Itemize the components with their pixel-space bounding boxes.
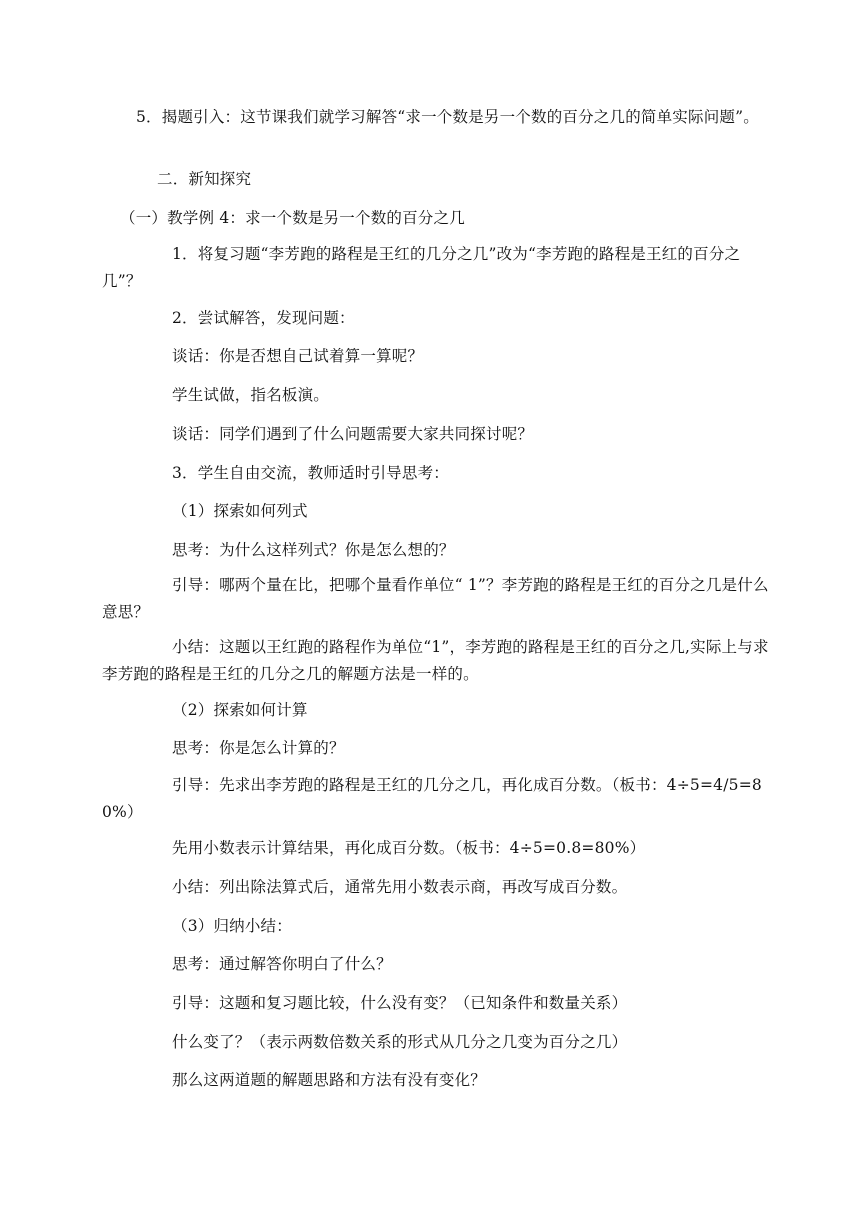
paragraph-think-3: 思考：通过解答你明白了什么？ xyxy=(172,955,392,973)
paragraph-think-1: 思考：为什么这样列式？你是怎么想的？ xyxy=(172,541,455,559)
paragraph-students-try: 学生试做，指名板演。 xyxy=(172,386,330,404)
paragraph-summary-2: 小结：列出除法算式后，通常先用小数表示商，再改写成百分数。 xyxy=(172,878,628,896)
subsection-heading-example-4: （一）教学例 4：求一个数是另一个数的百分之几 xyxy=(120,209,465,227)
paragraph-step-1: 1．将复习题“李芳跑的路程是王红的几分之几”改为“李芳跑的路程是王红的百分之几”？ xyxy=(102,245,741,290)
paragraph-method-question: 那么这两道题的解题思路和方法有没有变化？ xyxy=(172,1071,487,1089)
paragraph-talk-1: 谈话：你是否想自己试着算一算呢？ xyxy=(172,347,424,365)
paragraph-guide-2: 引导：先求出李芳跑的路程是王红的几分之几，再化成百分数。（板书：4÷5=4/5=80%） xyxy=(102,776,762,821)
section-heading-new-knowledge: 二．新知探究 xyxy=(157,170,252,188)
subheading-calculate: （2）探索如何计算 xyxy=(172,701,308,719)
subheading-conclude: （3）归纳小结： xyxy=(172,917,292,935)
paragraph-what-changed: 什么变了？（表示两数倍数关系的形式从几分之几变为百分之几） xyxy=(172,1033,628,1051)
paragraph-step-3: 3．学生自由交流，教师适时引导思考： xyxy=(172,464,449,482)
paragraph-decimal-first: 先用小数表示计算结果，再化成百分数。（板书：4÷5=0.8=80%） xyxy=(172,839,646,857)
paragraph-step-2: 2．尝试解答，发现问题： xyxy=(172,309,355,327)
paragraph-intro: 5．揭题引入：这节课我们就学习解答“求一个数是另一个数的百分之几的简单实际问题”。 xyxy=(136,108,759,126)
paragraph-think-2: 思考：你是怎么计算的？ xyxy=(172,739,345,757)
paragraph-guide-3: 引导：这题和复习题比较，什么没有变？（已知条件和数量关系） xyxy=(172,994,628,1012)
paragraph-guide-1: 引导：哪两个量在比，把哪个量看作单位“ 1”？李芳跑的路程是王红的百分之几是什么意思？ xyxy=(102,576,769,621)
paragraph-summary-1: 小结：这题以王红跑的路程作为单位“1”，李芳跑的路程是王红的百分之几,实际上与求李芳跑的路程是王红的几分之几的解题方法是一样的。 xyxy=(102,638,769,683)
subheading-formula: （1）探索如何列式 xyxy=(172,502,308,520)
paragraph-talk-2: 谈话：同学们遇到了什么问题需要大家共同探讨呢？ xyxy=(172,425,534,443)
